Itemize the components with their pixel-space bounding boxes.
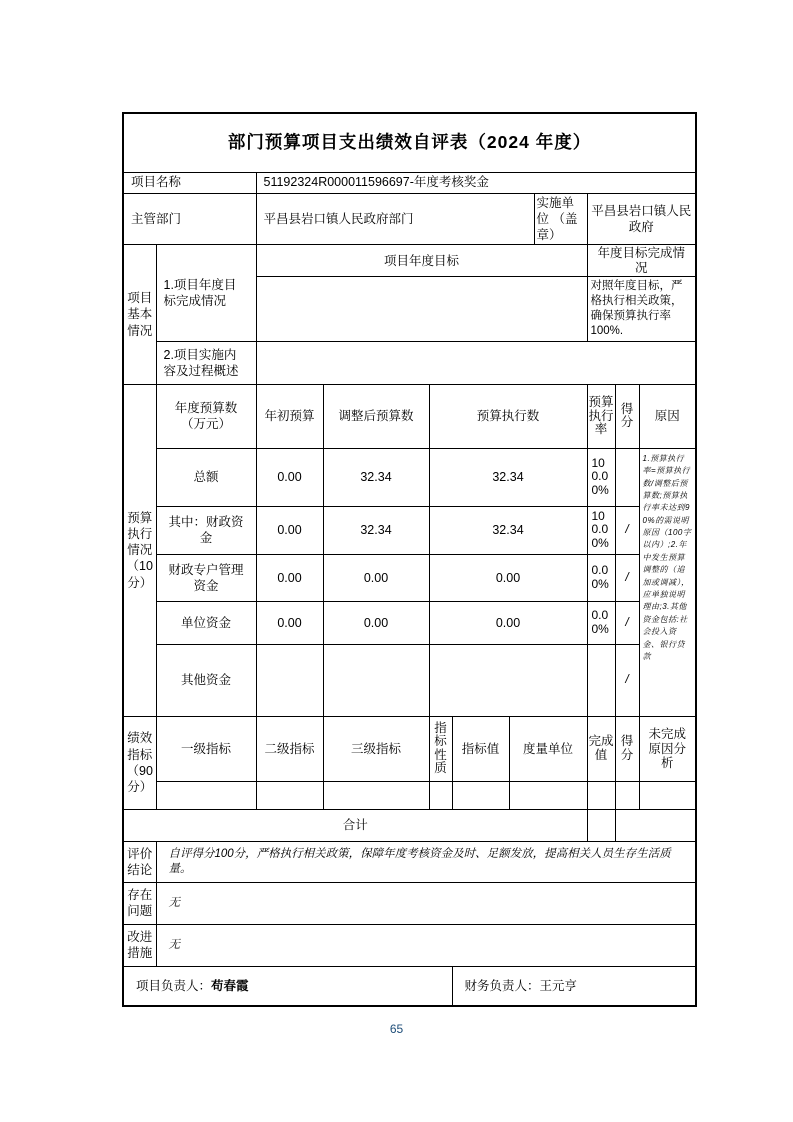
project-manager-name: 苟春霞 [211, 978, 249, 993]
section-basic-info-label: 项目基本情况 [123, 245, 156, 385]
budget-header-rate: 预算执行率 [587, 384, 615, 448]
budget-score-value: / [615, 601, 639, 644]
perf-header-uncompleted-reason: 未完成原因分析 [639, 716, 696, 781]
perf-header-unit: 度量单位 [509, 716, 587, 781]
page-number: 65 [389, 1022, 404, 1036]
budget-adjusted-value: 0.00 [323, 601, 429, 644]
finance-manager-label: 财务负责人： [464, 978, 540, 993]
performance-empty-row [123, 781, 696, 809]
budget-executed-value: 0.00 [429, 601, 587, 644]
goal-completion-text: 对照年度目标，严格执行相关政策，确保预算执行率100%. [587, 277, 696, 342]
problems-label: 存在问题 [123, 882, 156, 924]
performance-total-score-cell [615, 809, 696, 841]
budget-rate-value: 0.00% [587, 554, 615, 601]
budget-row-other-funds [123, 644, 696, 716]
budget-adjusted-value: 32.34 [323, 506, 429, 554]
perf-header-target-value: 指标值 [452, 716, 509, 781]
budget-adjusted-value: 32.34 [323, 448, 429, 506]
budget-initial-value [256, 644, 323, 716]
budget-header-initial: 年初预算 [256, 384, 323, 448]
budget-header-score: 得分 [615, 384, 639, 448]
budget-reason-note: 1.预算执行率=预算执行数/调整后预算数;预算执行率未达到90%的需说明原因（100字以内）;2.年中发生预算调整的（追加或调减），应单独说明理由;3.其他资金包括:社会投入资金、银行贷款 [639, 448, 696, 716]
budget-score-value: / [615, 506, 639, 554]
budget-row-label: 其他资金 [156, 644, 256, 716]
budget-row-label: 其中：财政资金 [156, 506, 256, 554]
improvements-text: 无 [156, 924, 696, 966]
section-performance-label: 绩效指标（90分） [123, 716, 156, 809]
conclusion-label: 评价结论 [123, 841, 156, 882]
implementing-unit-label: 实施单位 （盖章） [534, 193, 587, 245]
finance-manager-cell [452, 966, 696, 1006]
perf-header-nature: 指标性质 [429, 716, 452, 781]
department-value: 平昌县岩口镇人民政府部门 [256, 193, 534, 245]
budget-row-label: 财政专户管理资金 [156, 554, 256, 601]
document-page [122, 112, 697, 1007]
annual-goal-cell [256, 277, 587, 342]
goal-completion-header: 年度目标完成情况 [587, 245, 696, 277]
perf-cell-nature [429, 781, 452, 809]
performance-total-label: 合计 [123, 809, 587, 841]
perf-header-level3: 三级指标 [323, 716, 429, 781]
budget-executed-value: 32.34 [429, 506, 587, 554]
budget-row-special-account [123, 554, 696, 601]
performance-total-completion-cell [587, 809, 615, 841]
department-label: 主管部门 [123, 193, 256, 245]
perf-header-level1: 一级指标 [156, 716, 256, 781]
budget-rate-value [587, 644, 615, 716]
budget-score-value [615, 448, 639, 506]
improvements-label: 改进措施 [123, 924, 156, 966]
budget-row-total [123, 448, 696, 506]
annual-goal-header: 项目年度目标 [256, 245, 587, 277]
implementing-unit-value: 平昌县岩口镇人民政府 [587, 193, 696, 245]
budget-initial-value: 0.00 [256, 554, 323, 601]
budget-rate-value: 0.00% [587, 601, 615, 644]
budget-header-executed: 预算执行数 [429, 384, 587, 448]
perf-cell-level3 [323, 781, 429, 809]
project-name-value: 51192324R000011596697-年度考核奖金 [256, 172, 696, 193]
perf-cell-unit [509, 781, 587, 809]
budget-header-annual: 年度预算数（万元） [156, 384, 256, 448]
budget-executed-value [429, 644, 587, 716]
budget-header-reason: 原因 [639, 384, 696, 448]
budget-header-adjusted: 调整后预算数 [323, 384, 429, 448]
annual-goal-row-label: 1.项目年度目标完成情况 [156, 245, 256, 342]
perf-header-completion: 完成值 [587, 716, 615, 781]
budget-row-label: 总额 [156, 448, 256, 506]
budget-row-unit-funds [123, 601, 696, 644]
perf-header-score: 得分 [615, 716, 639, 781]
budget-rate-value: 100.00% [587, 506, 615, 554]
section-budget-label: 预算执行情况（10分） [123, 384, 156, 716]
budget-score-value: / [615, 644, 639, 716]
page-title: 部门预算项目支出绩效自评表（2024 年度） [123, 113, 696, 172]
budget-executed-value: 32.34 [429, 448, 587, 506]
implementation-desc-cell [256, 341, 696, 384]
conclusion-text: 自评得分100分，严格执行相关政策，保障年度考核资金及时、足额发放，提高相关人员生存生活质量。 [156, 841, 696, 882]
budget-initial-value: 0.00 [256, 506, 323, 554]
project-name-label: 项目名称 [123, 172, 256, 193]
implementation-desc-label: 2.项目实施内容及过程概述 [156, 341, 256, 384]
perf-header-level2: 二级指标 [256, 716, 323, 781]
project-manager-label: 项目负责人： [136, 978, 212, 993]
budget-score-value: / [615, 554, 639, 601]
budget-row-fiscal [123, 506, 696, 554]
finance-manager-name: 王元亨 [539, 978, 578, 993]
budget-initial-value: 0.00 [256, 448, 323, 506]
perf-cell-level1 [156, 781, 256, 809]
problems-text: 无 [156, 882, 696, 924]
budget-initial-value: 0.00 [256, 601, 323, 644]
self-evaluation-table [122, 112, 697, 1007]
perf-cell-level2 [256, 781, 323, 809]
perf-cell-completion [587, 781, 615, 809]
budget-adjusted-value [323, 644, 429, 716]
perf-cell-score [615, 781, 639, 809]
budget-rate-value: 100.00% [587, 448, 615, 506]
perf-cell-target-value [452, 781, 509, 809]
budget-executed-value: 0.00 [429, 554, 587, 601]
project-manager-cell [123, 966, 452, 1006]
budget-row-label: 单位资金 [156, 601, 256, 644]
perf-cell-uncompleted-reason [639, 781, 696, 809]
budget-adjusted-value: 0.00 [323, 554, 429, 601]
